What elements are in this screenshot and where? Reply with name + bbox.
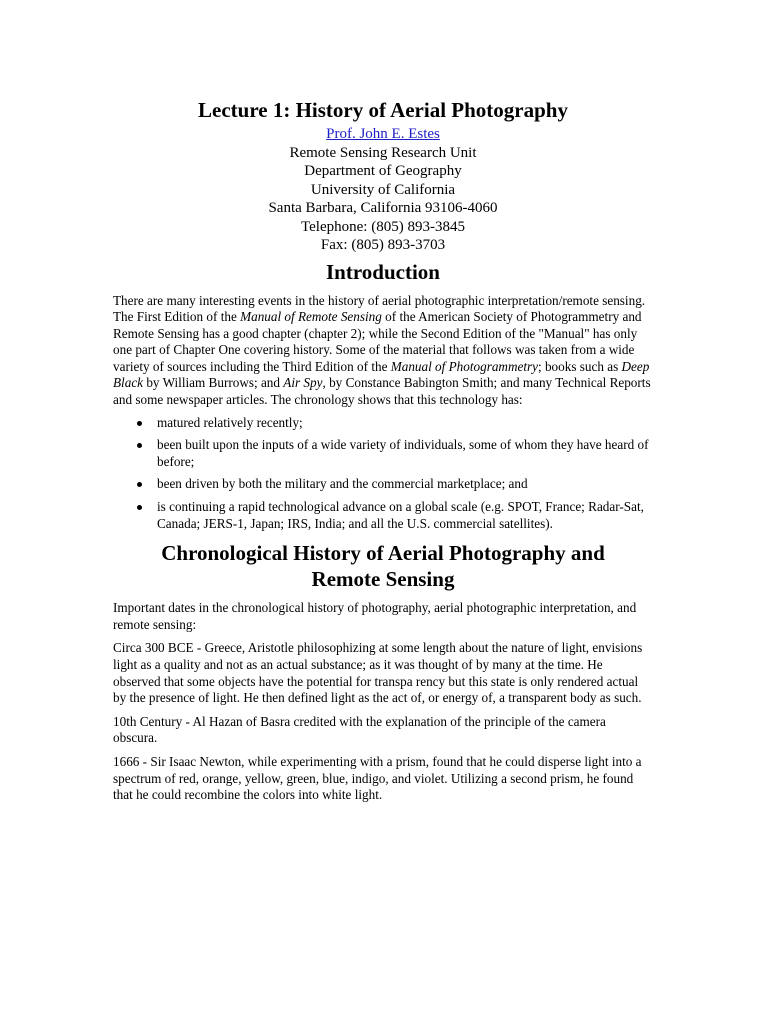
list-item: been built upon the inputs of a wide variety of individuals, some of whom they have heard of before;	[157, 437, 653, 470]
chronology-entry: 1666 - Sir Isaac Newton, while experimenting with a prism, found that he could disperse light into a spectrum of red, orange, yellow, green, blue, indigo, and violet. Utilizing a second prism, he found that he could recombine the colors into white light.	[113, 753, 642, 803]
author-block	[113, 125, 653, 255]
document-content	[113, 0, 653, 804]
list-item: matured relatively recently;	[157, 415, 653, 432]
affiliation-line: Remote Sensing Research Unit	[289, 144, 477, 161]
telephone-line: Telephone: (805) 893-3845	[301, 218, 465, 235]
book-title: Deep Black	[113, 358, 650, 391]
book-title: Manual of Remote Sensing	[240, 309, 382, 325]
introduction-heading: Introduction	[326, 259, 440, 284]
list-item: been driven by both the military and the commercial marketplace; and	[157, 476, 653, 493]
bullet-list	[113, 415, 653, 533]
fax-line: Fax: (805) 893-3703	[320, 237, 446, 253]
chronology-lead: Important dates in the chronological history of photography, aerial photographic interpretation, and remote sensing:	[113, 600, 637, 632]
list-item: is continuing a rapid technological advance on a global scale (e.g. SPOT, France; Radar-Sat, Canada; JERS-1, Japan; IRS, India; and all the U.S. commercial satellites).	[157, 499, 653, 532]
author-link[interactable]: Prof. John E. Estes	[326, 126, 440, 142]
page-title: Lecture 1: History of Aerial Photography	[198, 98, 568, 122]
introduction-paragraph: There are many interesting events in the history of aerial photographic interpretation/remote sensing. The First Edition of the Manual of Remote Sensing of the American Society of Photogrammetry and Remote Sensing has a good chapter (chapter 2); while the Second Edition of the "Manual" has only one part of Chapter One covering history. Some of the material that follows was taken from a wide variety of sources including the Third Edition of the Manual of Photogrammetry; books such as Deep Black by William Burrows; and Air Spy, by Constance Babington Smith; and many Technical Reports and some newspaper articles. The chronology shows that this technology has:	[113, 292, 651, 408]
affiliation-line: University of California	[310, 181, 456, 198]
chronology-entry: 10th Century - Al Hazan of Basra credited with the explanation of the principle of the camera obscura.	[113, 713, 606, 746]
affiliation-line: Santa Barbara, California 93106-4060	[268, 200, 498, 216]
chronology-heading: Chronological History of Aerial Photography and Remote Sensing	[161, 541, 605, 592]
affiliation-line: Department of Geography	[304, 163, 462, 179]
book-title: Manual of Photogrammetry	[390, 358, 538, 374]
chronology-entry: Circa 300 BCE - Greece, Aristotle philosophizing at some length about the nature of light, envisions light as a quality and not as an actual substance; as it was thought of by many at the time. He observed that some objects have the potential for transpa rency but this state is only rendered actual by the presence of light. He then defined light as the act of, or energy of, a transparent body as such.	[113, 640, 643, 706]
book-title: Air Spy	[283, 375, 323, 391]
